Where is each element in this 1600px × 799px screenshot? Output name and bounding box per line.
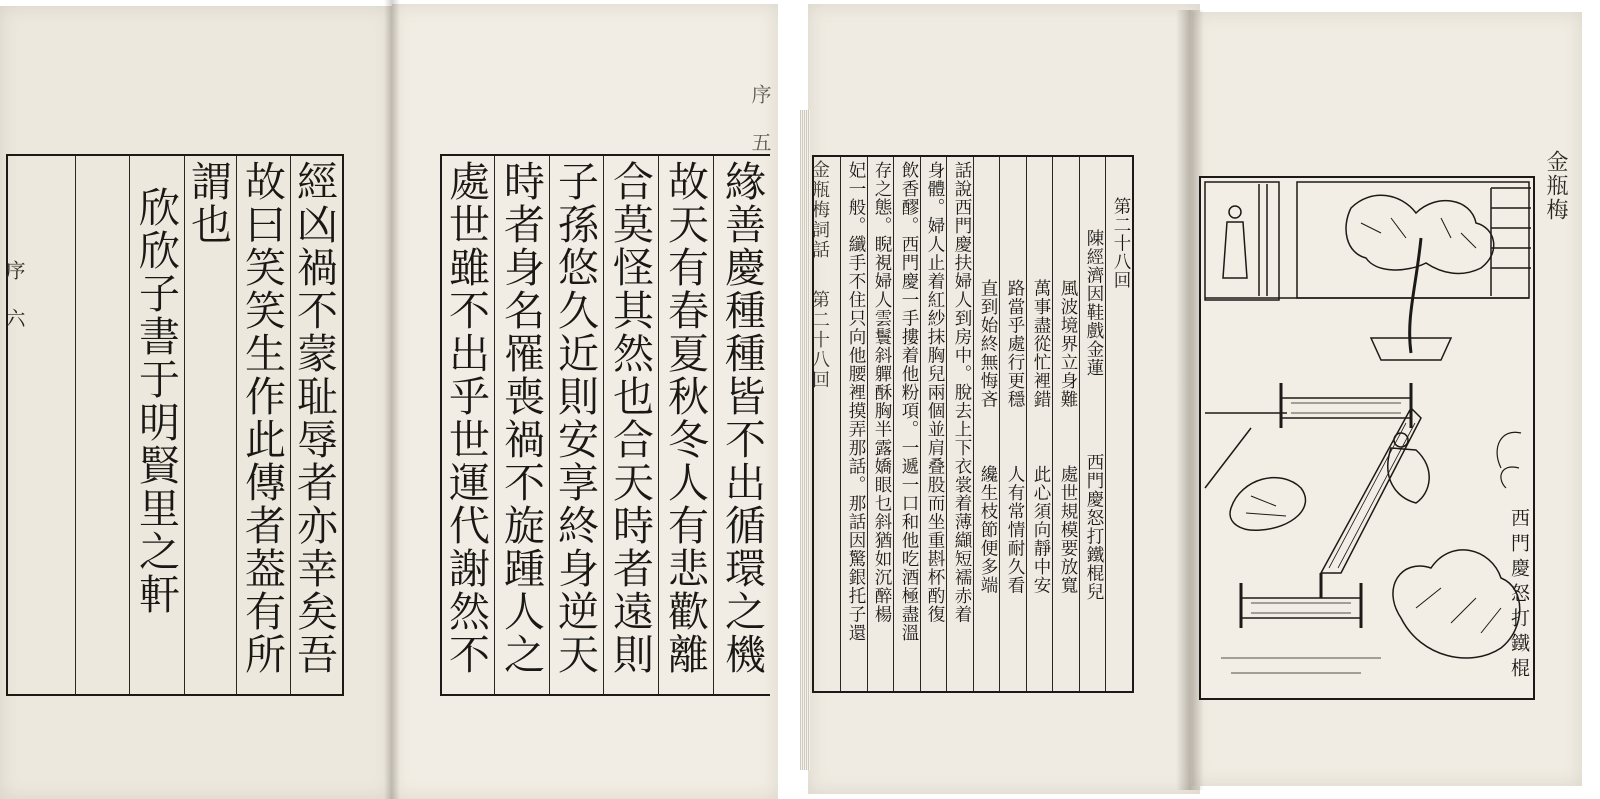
left-margin-mark: 序 六 [2,260,26,330]
illustration-caption: 西門慶怒打鐵棍 [1508,508,1530,683]
verse-1b: 處世規模要放寬 [1058,465,1078,595]
chapter-number: 第二十八回 [1111,197,1131,290]
prose-column-2: 身體。婦人止着紅紗抹胸兒兩個並肩叠股而坐重斟杯酌復 [925,161,945,624]
spine-chapter: 第二十八回 [809,290,830,390]
verse-3b: 人有常情耐久看 [1005,465,1025,595]
chapter-title: 陳經濟因鞋戲金蓮 [1084,229,1104,377]
preface-text-column-2: 故天有春夏秋冬人有悲歡離 [661,160,709,676]
woodblock-illustration [1199,176,1535,700]
chapter-frame [812,155,1134,693]
preface-text-column-3: 合莫怪其然也合天時者遠則 [606,160,654,676]
spine-title: 金瓶梅詞話 [809,160,830,260]
verse-4b: 纔生枝節便多端 [978,465,998,595]
preface-frame [440,154,770,696]
preface-text-column-6: 處世雖不出乎世運代謝然不 [442,160,490,676]
preface-column-2: 故曰笑笑生作此傳者葢有所 [238,160,286,676]
preface-end-frame [6,154,344,696]
preface-running-head: 序 五 [748,84,772,154]
prose-column-3: 飲香醪。西門慶一手摟着他粉項。一遞一口和他吃酒極盡溫 [899,161,919,642]
preface-signature: 欣欣子書于明賢里之軒 [132,186,180,616]
preface-text-column-1: 緣善慶種種皆不出循環之機 [718,160,766,676]
verse-3a: 路當乎處行更穩 [1005,279,1025,409]
prose-column-1: 話說西門慶扶婦人到房中。脫去上下衣裳着薄纈短襦赤着 [952,161,972,624]
prose-column-5: 妃一般。纖手不住只向他腰裡摸弄那話。那話因驚銀托子還 [846,161,866,642]
preface-text-column-5: 時者身名罹喪禍不旋踵人之 [497,160,545,676]
verse-2a: 萬事盡從忙裡錯 [1031,279,1051,409]
illustration-corner-mark: 金瓶梅 [1543,150,1568,222]
preface-column-3: 謂也 [184,160,232,246]
chapter-title-2: 西門慶怒打鐵棍兒 [1084,453,1104,601]
back-wall [1297,182,1529,298]
verse-1a: 風波境界立身難 [1058,279,1078,409]
verse-2b: 此心須向靜中安 [1031,465,1051,595]
preface-column-1: 經凶禍不蒙耻辱者亦幸矣吾 [290,160,338,676]
left-gutter [384,0,400,799]
prose-column-4: 存之態。睨視婦人雲鬟斜軃酥胸半露嬌眼乜斜猶如沉醉楊 [872,161,892,624]
illustration-drawing [1201,178,1533,698]
left-book [0,0,780,799]
left-window [1205,182,1279,300]
preface-text-column-4: 子孫悠久近則安享終身逆天 [551,160,599,676]
verse-4a: 直到始終無悔吝 [978,279,998,409]
